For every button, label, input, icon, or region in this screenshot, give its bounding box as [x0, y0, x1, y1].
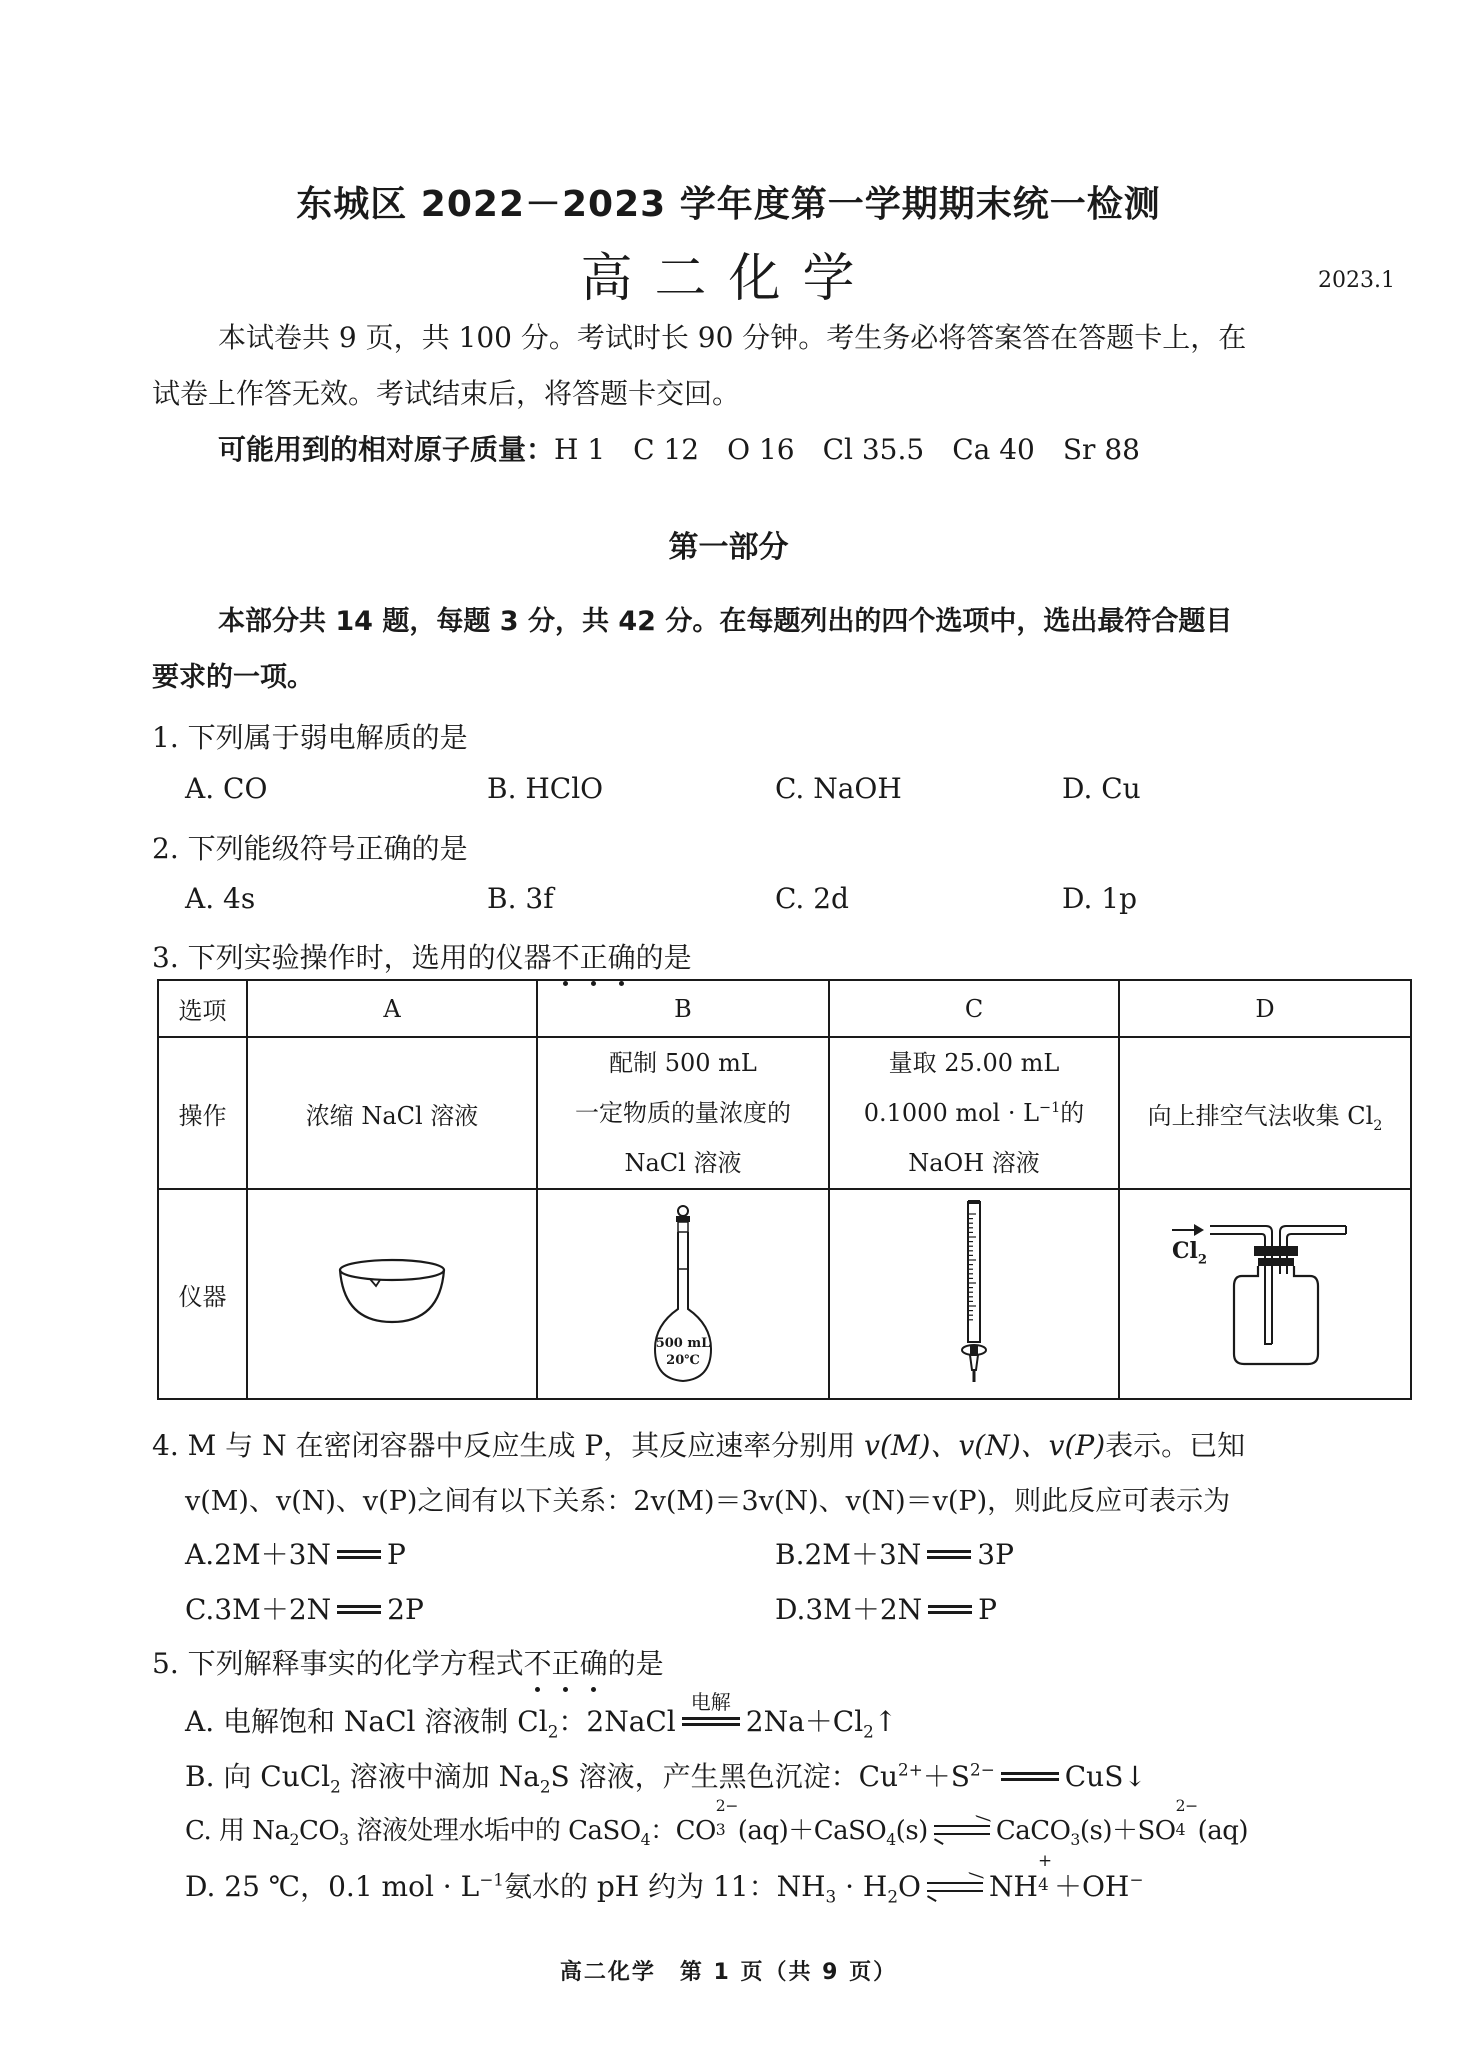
- gas-arrow-icon: ↑: [873, 1705, 898, 1738]
- operation-a: 浓缩 NaCl 溶液: [247, 1037, 537, 1189]
- question-5-option-c[interactable]: C. 用 $Na_2CO_3$ 溶液处理水垢中的 CaSO$_4$：CO 2− 3 (aq)＋CaSO$_4$(s) CaCO$_3$(s)＋SO 2− 4 (aq): [185, 1797, 1249, 1850]
- rate-expressions: v(M)、v(N)、v(P): [864, 1429, 1106, 1462]
- question-5-option-b[interactable]: B. 向 CuCl$_2$ 溶液中滴加 $Na_2S$ 溶液，产生黑色沉淀：$Cu^{2+}+S^{2-}$ CuS↓: [185, 1759, 1147, 1797]
- question-2-option-d[interactable]: D. 1p: [1062, 882, 1137, 915]
- part-title: 第一部分: [668, 530, 789, 565]
- equals-sign-icon: [682, 1690, 740, 1726]
- question-4-option-a[interactable]: A.2M＋3N P: [185, 1538, 406, 1571]
- question-5-option-d[interactable]: D. 25 ℃，0.1 mol · $L^{-1}$氨水的 pH 约为 11：$NH_3 \cdot H_2O$ NH + 4 ＋OH−: [185, 1850, 1144, 1907]
- reversible-arrow-icon: [934, 1823, 990, 1837]
- instrument-b: [537, 1189, 829, 1399]
- question-2-option-c[interactable]: C. 2d: [775, 882, 849, 915]
- question-1-option-c[interactable]: C. NaOH: [775, 772, 902, 805]
- emphasis-char: 不: [551, 941, 580, 974]
- question-3-stem-text: 3. 下列实验操作时，选用的仪器: [152, 941, 552, 974]
- exam-date: 2023.1: [1318, 268, 1395, 293]
- column-header-c: C: [829, 980, 1119, 1037]
- question-3-stem: [152, 936, 692, 976]
- question-4-stem-line-2: v(M)、v(N)、v(P)之间有以下关系：2v(M)＝3v(N)、v(N)＝v(P)，则此反应可表示为: [185, 1486, 1231, 1517]
- flask-temp-label: 20℃: [666, 1353, 700, 1368]
- reaction-condition: 电解: [690, 1690, 731, 1714]
- row-label-option: 选项: [158, 980, 247, 1037]
- table-header-row: [158, 980, 1411, 1037]
- question-4-stem-line-1: 4. M 与 N 在密闭容器中反应生成 P，其反应速率分别用 v(M)、v(N)、v(P)表示。已知: [152, 1429, 1246, 1462]
- column-header-d: D: [1119, 980, 1411, 1037]
- equals-sign-icon: [337, 1550, 381, 1559]
- question-4-option-c[interactable]: C.3M＋2N 2P: [185, 1593, 424, 1626]
- gas-label: $Cl_2$: [1172, 1238, 1208, 1268]
- equals-sign-icon: [1001, 1772, 1059, 1781]
- operation-b-line: 一定物质的量浓度的: [575, 1099, 791, 1127]
- burette-icon: [954, 1198, 994, 1384]
- question-2-option-b[interactable]: B. 3f: [487, 882, 554, 915]
- question-1-option-d[interactable]: D. Cu: [1062, 772, 1141, 805]
- part-instruction-line-1: 本部分共 14 题，每题 3 分，共 42 分。在每题列出的四个选项中，选出最符合题目: [218, 606, 1233, 637]
- instrument-d: [1119, 1189, 1411, 1399]
- equals-sign-icon: [927, 1550, 971, 1559]
- part-instruction-line-2: 要求的一项。: [152, 662, 314, 693]
- flask-volume-label: 500 mL: [655, 1336, 711, 1351]
- equals-sign-icon: [928, 1605, 972, 1614]
- subject-title: 高二化学: [580, 249, 877, 309]
- instrument-a: [247, 1189, 537, 1399]
- operation-b: [537, 1037, 829, 1189]
- operation-c-line: 量取 25.00 mL: [888, 1049, 1060, 1077]
- question-5-stem: 5. 下列解释事实的化学方程式不正确的是: [152, 1647, 664, 1680]
- operation-b-line: NaCl 溶液: [624, 1149, 742, 1177]
- evaporating-dish-icon: [332, 1256, 452, 1326]
- question-1-option-a[interactable]: A. CO: [185, 772, 268, 805]
- operation-b-line: 配制 500 mL: [609, 1049, 757, 1077]
- intro-line-2: 试卷上作答无效。考试结束后，将答题卡交回。: [152, 377, 741, 410]
- emphasis-char: 不: [523, 1647, 552, 1680]
- row-label-operation: 操作: [158, 1037, 247, 1189]
- gas-collection-bottle-icon: [1170, 1214, 1360, 1374]
- atomic-masses-label: 可能用到的相对原子质量：: [218, 433, 555, 466]
- operation-d: 向上排空气法收集 $Cl_2$: [1119, 1037, 1411, 1189]
- question-4-option-b[interactable]: B.2M＋3N 3P: [775, 1538, 1014, 1571]
- emphasis-char: 正: [579, 941, 608, 974]
- reversible-arrow-icon: [927, 1880, 983, 1894]
- emphasis-char: 确: [607, 941, 636, 974]
- intro-line-1: 本试卷共 9 页，共 100 分。考试时长 90 分钟。考生务必将答案答在答题卡上，在: [218, 321, 1247, 354]
- equals-sign-icon: [337, 1605, 381, 1614]
- operation-c-line: NaOH 溶液: [908, 1149, 1040, 1177]
- table-row-operation: [158, 1037, 1411, 1189]
- operation-c-line: 0.1000 mol · $L^{-1}$的: [863, 1099, 1085, 1127]
- page-footer: 高二化学 第 1 页（共 9 页）: [559, 1960, 898, 1985]
- question-5-option-a[interactable]: A. 电解饱和 NaCl 溶液制 $Cl_2$：2NaCl 电解 $2Na+Cl_2↑$: [185, 1700, 897, 1740]
- operation-c: [829, 1037, 1119, 1189]
- column-header-a: A: [247, 980, 537, 1037]
- column-header-b: B: [537, 980, 829, 1037]
- question-1-stem: 1. 下列属于弱电解质的是: [152, 721, 468, 754]
- question-3-table: [157, 979, 1412, 1400]
- question-4-option-d[interactable]: D.3M＋2N P: [775, 1593, 998, 1626]
- question-2-option-a[interactable]: A. 4s: [185, 882, 256, 915]
- question-2-stem: 2. 下列能级符号正确的是: [152, 832, 468, 865]
- exam-title: 东城区 2022－2023 学年度第一学期期末统一检测: [296, 184, 1161, 225]
- atomic-masses: [218, 433, 1140, 466]
- atomic-masses-values: H 1 C 12 O 16 Cl 35.5 Ca 40 Sr 88: [554, 433, 1140, 466]
- emphasis-char: 确: [579, 1647, 608, 1680]
- row-label-instrument: 仪器: [158, 1189, 247, 1399]
- question-1-option-b[interactable]: B. HClO: [487, 772, 604, 805]
- instrument-c: [829, 1189, 1119, 1399]
- volumetric-flask-icon: [643, 1199, 723, 1389]
- emphasis-char: 正: [551, 1647, 580, 1680]
- question-3-stem-end: 的是: [635, 941, 692, 974]
- table-row-instrument: [158, 1189, 1411, 1399]
- precipitate-arrow-icon: ↓: [1123, 1760, 1147, 1793]
